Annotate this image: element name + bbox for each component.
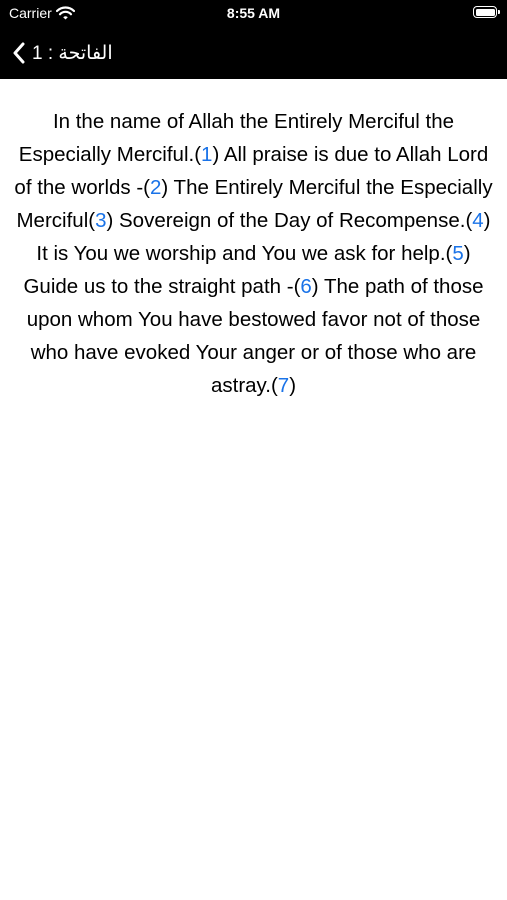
verse-paren-close: ) (289, 374, 297, 397)
verse-paren-close: ) (161, 176, 169, 199)
surah-text (12, 105, 495, 402)
verse-paren-open: ( (293, 275, 301, 298)
verse-paren-open: ( (445, 242, 453, 265)
verse-paren-close: ) (106, 209, 114, 232)
verse-paren-close: ) (311, 275, 319, 298)
battery-fill (476, 9, 495, 16)
verse-number[interactable]: 1 (201, 143, 213, 166)
verse-number[interactable]: 6 (300, 275, 312, 298)
status-bar (0, 0, 507, 28)
verse-number[interactable]: 3 (95, 209, 107, 232)
verse-paren-close: ) (463, 242, 471, 265)
header (0, 0, 507, 79)
verse-paren-open: ( (270, 374, 278, 397)
verse-text: It is You we worship and You we ask for help. (36, 242, 446, 265)
verse-text: All praise is due to Allah Lord of the worlds - (14, 143, 489, 199)
verse-paren-open: ( (194, 143, 202, 166)
verse-text: The Entirely Merciful the Especially Merciful (16, 176, 493, 232)
verse-paren-open: ( (143, 176, 150, 199)
back-button[interactable] (12, 36, 113, 70)
verse-number[interactable]: 2 (150, 176, 162, 199)
verse-number[interactable]: 4 (472, 209, 484, 232)
verse-text: The path of those upon whom You have bestowed favor not of those who have evoked Your anger or of those who are astray. (26, 275, 484, 397)
verse-paren-open: ( (88, 209, 96, 232)
verse-text: In the name of Allah the Entirely Merciful the Especially Merciful. (18, 110, 455, 166)
verse-paren-close: ) (212, 143, 220, 166)
nav-bar (0, 28, 507, 79)
verse-paren-close: ) (483, 209, 491, 232)
verse-text: Sovereign of the Day of Recompense. (113, 209, 466, 232)
verse-number[interactable]: 7 (277, 374, 290, 397)
status-time: 8:55 AM (226, 5, 281, 21)
verse-number[interactable]: 5 (452, 242, 464, 265)
verse-text: Guide us to the straight path - (23, 275, 294, 298)
chevron-left-icon (12, 42, 26, 64)
nav-title: الفاتحة : 1 (32, 42, 113, 64)
verse-paren-open: ( (465, 209, 473, 232)
battery-icon (473, 6, 497, 18)
carrier-label: Carrier (9, 5, 52, 21)
